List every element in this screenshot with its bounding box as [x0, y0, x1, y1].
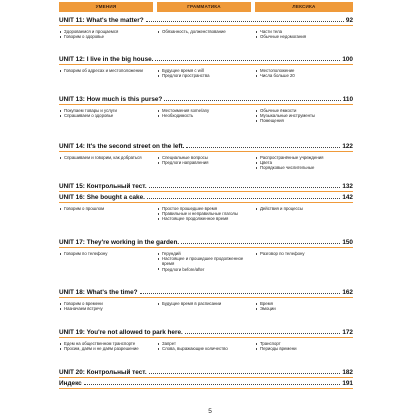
unit-title[interactable] — [59, 181, 353, 192]
list-item: Транспорт — [255, 341, 353, 346]
unit-title-text: UNIT 12: I live in the big house. — [59, 56, 154, 63]
dot-leader — [186, 146, 340, 148]
list-item: Герундий — [157, 251, 251, 256]
dot-leader — [84, 383, 341, 385]
list-item: Спрашиваем о здоровье — [59, 113, 153, 118]
unit-page-number: 100 — [342, 56, 353, 63]
dot-leader — [164, 99, 340, 101]
unit-topics — [59, 298, 353, 327]
list-item: Запрет — [157, 341, 251, 346]
list-item: Предлоги пространства — [157, 73, 251, 78]
list-item: Местоположение — [255, 68, 353, 73]
dot-leader — [147, 197, 340, 199]
list-item: Местоимения some/any — [157, 108, 251, 113]
header-grammar: ГРАММАТИКА — [157, 2, 251, 12]
dot-leader — [155, 59, 340, 61]
unit-title[interactable] — [59, 192, 353, 203]
header-skills: УМЕНИЯ — [59, 2, 153, 12]
unit-topics — [59, 105, 353, 141]
list-item: Обычные ёмкости — [255, 108, 353, 113]
list-item: Будущее время с will — [157, 68, 251, 73]
skills-column — [59, 341, 153, 367]
list-item: Говорим по телефону — [59, 251, 153, 256]
units-list — [59, 15, 353, 389]
column-headers — [59, 2, 353, 12]
list-item: Эмоции — [255, 306, 353, 311]
skills-column — [59, 301, 153, 327]
skills-column — [59, 108, 153, 141]
unit-page-number: 172 — [342, 329, 353, 336]
list-item: Периоды времени — [255, 346, 353, 351]
unit-topics — [59, 338, 353, 367]
skills-column — [59, 29, 153, 54]
skills-column — [59, 206, 153, 237]
unit-page-number: 110 — [342, 96, 353, 103]
list-item: Обычные недомогания — [255, 34, 353, 39]
list-item: Назначаем встречу — [59, 306, 153, 311]
unit-title-text: UNIT 19: You're not allowed to park here. — [59, 329, 183, 336]
list-item: Предлоги направления — [157, 160, 251, 165]
list-item: Специальные вопросы — [157, 155, 251, 160]
unit-page-number: 162 — [342, 289, 353, 296]
list-item: Действия и процессы — [255, 206, 353, 211]
list-item: Говорим о здоровье — [59, 34, 153, 39]
list-item: Говорим о прошлом — [59, 206, 153, 211]
unit-page-number: 191 — [342, 380, 353, 387]
unit-title[interactable] — [59, 327, 353, 338]
dot-leader — [149, 372, 341, 374]
vocabulary-column — [255, 155, 353, 181]
grammar-column — [157, 206, 251, 237]
list-item: Необходимость — [157, 113, 251, 118]
list-item: Помещения — [255, 118, 353, 123]
list-item: Говорим о времени — [59, 301, 153, 306]
list-item: Правильные и неправильные глаголы — [157, 211, 251, 216]
skills-column — [59, 251, 153, 287]
vocabulary-column — [255, 206, 353, 237]
list-item: Настоящее и прошедшее продолженное время — [157, 256, 251, 266]
grammar-column — [157, 251, 251, 287]
unit-8 — [59, 287, 353, 327]
vocabulary-column — [255, 301, 353, 327]
unit-9 — [59, 327, 353, 367]
unit-title[interactable] — [59, 287, 353, 298]
list-item: Порядковые числительные — [255, 165, 353, 170]
unit-title[interactable] — [59, 54, 353, 65]
grammar-column — [157, 29, 251, 54]
unit-title[interactable] — [59, 94, 353, 105]
grammar-column — [157, 155, 251, 181]
unit-4 — [59, 141, 353, 181]
unit-title-text: UNIT 11: What's the matter? — [59, 17, 144, 24]
unit-page-number: 150 — [342, 239, 353, 246]
grammar-column — [157, 68, 251, 94]
unit-topics — [59, 152, 353, 181]
unit-title-text: Индекс — [59, 380, 82, 387]
dot-leader — [146, 20, 344, 22]
list-item: Настоящее продолженное время — [157, 216, 251, 221]
unit-title-text: UNIT 17: They're working in the garden. — [59, 239, 180, 246]
unit-title-text: UNIT 15: Контрольный тест. — [59, 183, 147, 190]
list-item: Разговор по телефону — [255, 251, 353, 256]
unit-title[interactable] — [59, 378, 353, 389]
vocabulary-column — [255, 341, 353, 367]
list-item: Предлоги before/after — [157, 267, 251, 272]
unit-3 — [59, 94, 353, 141]
vocabulary-column — [255, 108, 353, 141]
unit-title-text: UNIT 16: She bought a cake. — [59, 194, 145, 201]
list-item: Части тела — [255, 29, 353, 34]
vocabulary-column — [255, 251, 353, 287]
dot-leader — [185, 332, 341, 334]
unit-page-number: 122 — [342, 143, 353, 150]
unit-page-number: 142 — [342, 194, 353, 201]
dot-leader — [181, 242, 340, 244]
list-item: Слова, выражающие количество — [157, 346, 251, 351]
grammar-column — [157, 301, 251, 327]
unit-11 — [59, 378, 353, 389]
list-item: Распространённые учреждения — [255, 155, 353, 160]
unit-title-text: UNIT 18: What's the time? — [59, 289, 138, 296]
unit-7 — [59, 237, 353, 287]
list-item: Здороваемся и прощаемся — [59, 29, 153, 34]
list-item: Простое прошедшее время — [157, 206, 251, 211]
unit-page-number: 132 — [342, 183, 353, 190]
unit-topics — [59, 65, 353, 94]
unit-topics — [59, 26, 353, 54]
unit-6 — [59, 192, 353, 237]
dot-leader — [149, 186, 341, 188]
list-item: Покупаем товары и услуги — [59, 108, 153, 113]
list-item: Числа больше 20 — [255, 73, 353, 78]
list-item: Будущее время в расписании — [157, 301, 251, 306]
skills-column — [59, 68, 153, 94]
list-item: Говорим об адресах и местоположении — [59, 68, 153, 73]
unit-title-text: UNIT 13: How much is this purse? — [59, 96, 163, 103]
list-item: Обязанность, долженствование — [157, 29, 251, 34]
unit-title-text: UNIT 20: Контрольный тест. — [59, 369, 147, 376]
unit-title[interactable] — [59, 367, 353, 378]
table-of-contents — [59, 2, 353, 389]
unit-5 — [59, 181, 353, 192]
dot-leader — [140, 292, 341, 294]
unit-topics — [59, 248, 353, 287]
unit-topics — [59, 203, 353, 237]
unit-title[interactable] — [59, 141, 353, 152]
grammar-column — [157, 341, 251, 367]
unit-1 — [59, 15, 353, 54]
list-item: Цвета — [255, 160, 353, 165]
skills-column — [59, 155, 153, 181]
list-item: Спрашиваем и говорим, как добраться — [59, 155, 153, 160]
unit-2 — [59, 54, 353, 94]
vocabulary-column — [255, 68, 353, 94]
unit-title-text: UNIT 14: It's the second street on the left. — [59, 143, 185, 150]
unit-title[interactable] — [59, 15, 353, 26]
unit-page-number: 182 — [342, 369, 353, 376]
unit-title[interactable] — [59, 237, 353, 248]
unit-10 — [59, 367, 353, 378]
header-vocabulary: ЛЕКСИКА — [255, 2, 353, 12]
vocabulary-column — [255, 29, 353, 54]
page-number: 5 — [208, 408, 212, 415]
unit-page-number: 92 — [345, 17, 353, 24]
list-item: Музыкальные инструменты — [255, 113, 353, 118]
list-item: Едем на общественном транспорте — [59, 341, 153, 346]
grammar-column — [157, 108, 251, 141]
list-item: Время — [255, 301, 353, 306]
list-item: Просим, даём и не даём разрешение — [59, 346, 153, 351]
